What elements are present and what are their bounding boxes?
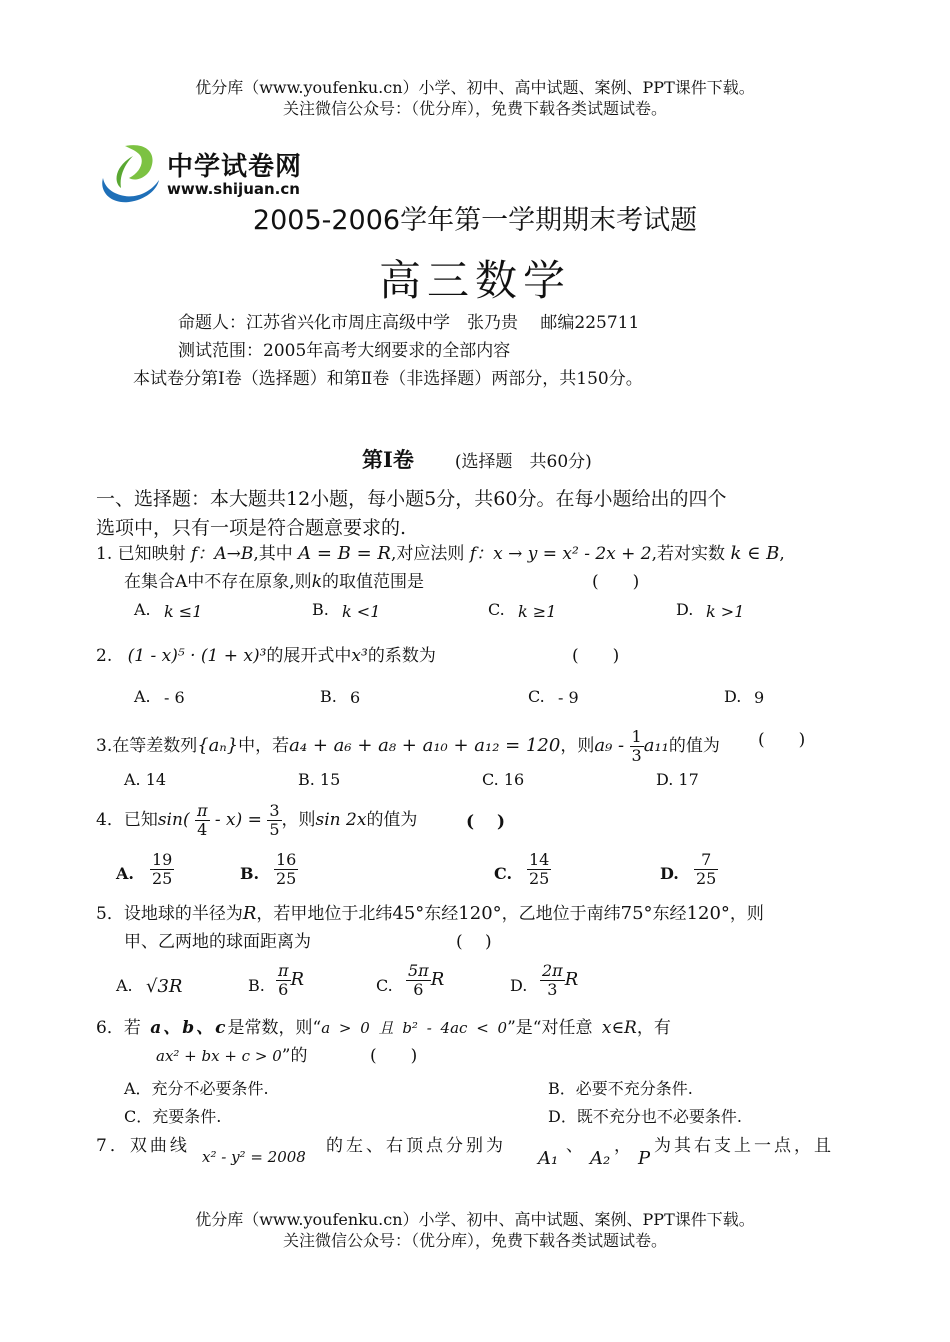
exam-title: 2005-2006学年第一学期期末考试题 <box>252 205 698 236</box>
q5-c-den: 6 <box>413 980 424 999</box>
q6-vars: a、b、c <box>150 1018 228 1038</box>
q3-sequence: {aₙ} <box>197 735 239 756</box>
q7-A1: A₁ <box>538 1148 559 1169</box>
q2-option-d-value: 9 <box>754 688 765 707</box>
q6-text-b: 是常数，则“ <box>227 1018 322 1038</box>
q2-option-c-label: C. <box>528 687 545 706</box>
q4-option-a-label: A. <box>116 864 134 883</box>
q1-k: k <box>311 572 322 592</box>
q1-text-e: ,对应法则 <box>391 544 465 564</box>
q6-text-c: ”是“对任意 <box>507 1018 593 1038</box>
question-3 <box>96 728 720 765</box>
part-subtitle: (选择题 共60分) <box>454 452 592 472</box>
q4-c-num: 14 <box>529 850 550 869</box>
q2-text-2: 的系数为 <box>367 646 436 666</box>
q5-text-b: ，若甲地位于北纬 <box>256 904 393 924</box>
q5-option-a-value: √3R <box>146 976 183 997</box>
q5-c-R: R <box>430 969 445 990</box>
q2-answer-paren: ( ) <box>572 646 620 666</box>
q5-text-f: ，则 <box>729 904 764 924</box>
q3-option-a: A. 14 <box>124 770 167 789</box>
q1-set-eq: A = B = R <box>298 543 391 564</box>
q4-a-num: 19 <box>152 850 173 869</box>
q5-d-R: R <box>564 969 579 990</box>
q5-option-d-label: D. <box>510 976 528 995</box>
q6-text-d: ，有 <box>636 1018 671 1038</box>
q1-rule: f：x → y = x² - 2x + 2 <box>469 544 652 564</box>
q1-line2-text: 在集合A中不存在原象,则 <box>124 572 312 592</box>
q3-answer-paren: ( ) <box>758 730 806 750</box>
q4-option-b-label: B. <box>240 864 260 883</box>
q6-option-a: A．充分不必要条件. <box>124 1079 269 1098</box>
q7-separator: 、 <box>566 1136 583 1156</box>
q4-three-fifths <box>267 802 281 839</box>
q2-option-d-label: D. <box>724 687 742 706</box>
author-info: 命题人：江苏省兴化市周庄高级中学 张乃贵 邮编225711 <box>178 313 640 333</box>
q2-x-cubed: x³ <box>351 646 368 666</box>
q2-text: 的展开式中 <box>266 646 352 666</box>
q1-text-g: ,若对实数 <box>651 544 726 564</box>
q7-A2: A₂ <box>590 1148 611 1169</box>
q4-b-den: 25 <box>276 869 297 888</box>
part-heading <box>362 444 592 474</box>
q1-option-d-label: D. <box>676 600 694 619</box>
q6-option-d: D．既不充分也不必要条件. <box>548 1107 742 1126</box>
q2-option-a-label: A. <box>134 687 151 706</box>
q3-text-c: ，则 <box>560 736 595 756</box>
question-1-line-2 <box>124 570 424 594</box>
q4-option-c-frac <box>527 851 551 888</box>
footer-line-1: 优分库（www.youfenku.cn）小学、初中、高中试题、案例、PPT课件下载。 <box>195 1210 755 1229</box>
q7-hyperbola: x² - y² = 2008 <box>202 1148 306 1166</box>
q5-text-a: 5．设地球的半径为 <box>96 904 243 924</box>
q2-option-b-value: 6 <box>350 688 361 707</box>
q5-lat2: 75° <box>620 903 653 924</box>
q4-option-b-frac <box>274 851 298 888</box>
q6-text-a: 6．若 <box>96 1018 141 1038</box>
q5-option-c-label: C. <box>376 976 393 995</box>
paper-intro: 本试卷分第Ⅰ卷（选择题）和第Ⅱ卷（非选择题）两部分，共150分。 <box>133 369 643 389</box>
q5-c-num: 5π <box>408 961 429 980</box>
q5-lon2: 120° <box>686 903 730 924</box>
q7-text-b: 的左、右顶点分别为 <box>326 1136 506 1156</box>
q5-b-R: R <box>290 969 305 990</box>
part-title: 第Ⅰ卷 <box>362 447 414 472</box>
q1-option-b-label: B. <box>312 600 329 619</box>
q4-answer-paren: ( ) <box>466 812 506 832</box>
q6-answer-paren: ( ) <box>370 1046 418 1066</box>
q3-option-d: D. 17 <box>656 770 699 789</box>
q5-text-d: ，乙地位于南纬 <box>501 904 621 924</box>
q3-fraction <box>630 728 644 765</box>
q1-option-a-value: k ≤1 <box>164 602 203 621</box>
section-intro-line-2: 选项中，只有一项是符合题意要求的. <box>96 517 407 539</box>
q4-five: 5 <box>269 820 280 839</box>
q7-P: P <box>638 1148 651 1169</box>
q4-text-c: 的值为 <box>366 810 418 830</box>
q6-x-in-R: x∈R <box>601 1018 637 1038</box>
q2-expression: (1 - x)⁵ · (1 + x)³ <box>127 646 267 666</box>
q4-pi: π <box>196 801 208 820</box>
q4-minus-x: - x) = <box>214 810 262 830</box>
q5-d-den: 3 <box>547 980 558 999</box>
q3-condition: a₄ + a₆ + a₈ + a₁₀ + a₁₂ = 120 <box>289 735 561 756</box>
q1-option-a-label: A. <box>134 600 151 619</box>
q5-b-num: π <box>278 961 289 980</box>
header-line-1: 优分库（www.youfenku.cn）小学、初中、高中试题、案例、PPT课件下载。 <box>195 78 755 97</box>
q5-answer-paren: ( ) <box>456 932 492 952</box>
question-4 <box>96 802 417 839</box>
logo-url: www.shijuan.cn <box>167 180 300 198</box>
q6-option-c: C．充要条件. <box>124 1107 222 1126</box>
header-line-2: 关注微信公众号：（优分库），免费下载各类试题试卷。 <box>282 99 667 118</box>
question-6-line-1 <box>96 1016 671 1040</box>
q6-condition: a > 0 且 b² - 4ac < 0 <box>321 1019 508 1037</box>
q7-text-c: 为其右支上一点，且 <box>654 1136 834 1156</box>
q2-option-a-value: - 6 <box>164 688 185 707</box>
q6-line2-text: ”的 <box>281 1046 308 1066</box>
q4-sin2x: sin 2x <box>315 810 367 830</box>
q3-a9: a₉ - <box>594 735 625 756</box>
q4-option-a-frac <box>150 851 174 888</box>
q5-d-num: 2π <box>542 961 563 980</box>
q3-option-c: C. 16 <box>482 770 525 789</box>
q5-option-a-label: A. <box>116 976 133 995</box>
q5-lon1: 120° <box>458 903 502 924</box>
q6-option-b: B．必要不充分条件. <box>548 1079 693 1098</box>
section-intro-line-1: 一、选择题：本大题共12小题，每小题5分，共60分。在每小题给出的四个 <box>96 488 727 510</box>
q3-text-e: 的值为 <box>668 736 720 756</box>
q5-option-b-label: B. <box>248 976 265 995</box>
q4-sin: sin( <box>157 810 190 830</box>
question-5-line-1 <box>96 902 764 926</box>
q3-text-a: 3.在等差数列 <box>96 736 198 756</box>
q4-c-den: 25 <box>529 869 550 888</box>
q4-text-b: ，则 <box>281 810 316 830</box>
question-6-line-2 <box>156 1044 307 1068</box>
q4-four: 4 <box>197 820 208 839</box>
q5-b-den: 6 <box>278 980 289 999</box>
q4-b-num: 16 <box>276 850 297 869</box>
q2-option-b-label: B. <box>320 687 337 706</box>
q3-a11: a₁₁ <box>643 735 669 756</box>
q5-lat1: 45° <box>392 903 425 924</box>
q3-frac-num: 1 <box>631 727 642 746</box>
logo-name: 中学试卷网 <box>167 152 303 182</box>
q3-option-b: B. 15 <box>298 770 341 789</box>
q5-option-b-value <box>276 962 304 999</box>
q5-text-c: 东经 <box>424 904 459 924</box>
q1-map: f：A→B <box>191 544 254 564</box>
q1-option-d-value: k >1 <box>706 602 745 621</box>
q1-k-in-b: k ∈ B <box>730 543 780 564</box>
question-5-line-2: 甲、乙两地的球面距离为 <box>124 932 311 952</box>
q3-frac-den: 3 <box>631 746 642 765</box>
q2-number: 2. <box>96 646 113 666</box>
q4-a-den: 25 <box>152 869 173 888</box>
q6-inequality: ax² + bx + c > 0 <box>156 1047 282 1065</box>
question-1-line-1 <box>96 542 785 566</box>
q1-option-c-value: k ≥1 <box>518 602 557 621</box>
q4-d-num: 7 <box>694 851 718 870</box>
q4-d-den: 25 <box>696 869 717 888</box>
q4-text-a: 4．已知 <box>96 810 158 830</box>
q2-option-c-value: - 9 <box>558 688 579 707</box>
q1-line2-text-b: 的取值范围是 <box>322 572 424 592</box>
q1-comma: , <box>779 544 785 564</box>
q4-pi-over-4 <box>195 802 210 839</box>
q4-three: 3 <box>269 801 280 820</box>
q4-option-d-frac <box>694 851 718 888</box>
test-scope: 测试范围：2005年高考大纲要求的全部内容 <box>178 341 511 361</box>
q1-text-c: ,其中 <box>253 544 293 564</box>
q7-text-a: 7．双曲线 <box>96 1136 190 1156</box>
q4-option-d-label: D. <box>660 864 679 883</box>
q5-R: R <box>242 903 257 924</box>
subject-title: 高三数学 <box>378 256 571 305</box>
q5-option-c-value <box>406 962 444 999</box>
q1-text-a: 1. 已知映射 <box>96 544 186 564</box>
q4-option-c-label: C. <box>494 864 513 883</box>
question-2 <box>96 644 436 668</box>
q7-comma: ， <box>614 1136 631 1156</box>
q1-option-b-value: k <1 <box>342 602 381 621</box>
footer-line-2: 关注微信公众号：（优分库），免费下载各类试题试卷。 <box>282 1231 667 1250</box>
q1-answer-paren: ( ) <box>592 572 640 592</box>
q5-text-e: 东经 <box>652 904 687 924</box>
q3-text-b: 中，若 <box>238 736 290 756</box>
q5-option-d-value <box>540 962 578 999</box>
q1-option-c-label: C. <box>488 600 505 619</box>
